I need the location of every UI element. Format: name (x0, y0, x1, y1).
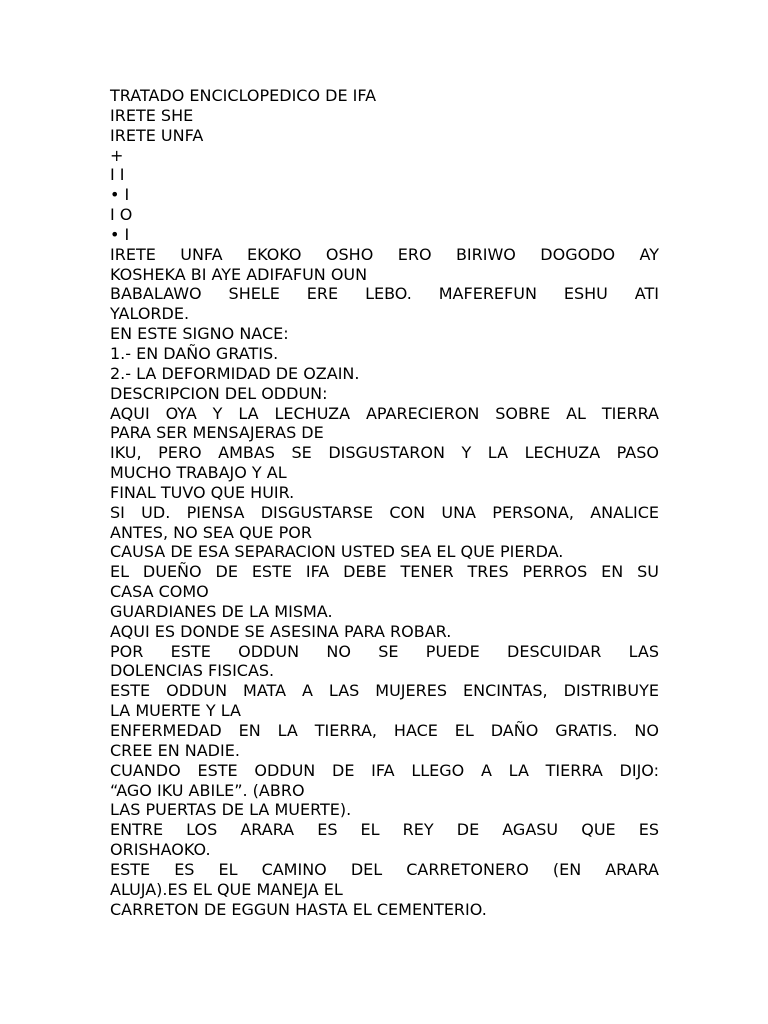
text-line: POR ESTE ODDUN NO SE PUEDE DESCUIDAR LAS (110, 641, 659, 661)
text-line: YALORDE. (110, 304, 190, 324)
text-line: 2.- LA DEFORMIDAD DE OZAIN. (110, 363, 360, 383)
text-line: DESCRIPCION DEL ODDUN: (110, 383, 328, 403)
text-line: CARRETON DE EGGUN HASTA EL CEMENTERIO. (110, 899, 487, 919)
text-line: IRETE UNFA EKOKO OSHO ERO BIRIWO DOGODO AY (110, 244, 659, 264)
text-line: 1.- EN DAÑO GRATIS. (110, 343, 279, 363)
text-line: “AGO IKU ABILE”. (ABRO (110, 780, 305, 800)
text-line: + (110, 145, 124, 165)
text-line: I I (110, 165, 125, 185)
text-line: KOSHEKA BI AYE ADIFAFUN OUN (110, 264, 368, 284)
text-line: SI UD. PIENSA DISGUSTARSE CON UNA PERSONA, ANALICE (110, 502, 659, 522)
text-line: IRETE UNFA (110, 125, 204, 145)
text-line: BABALAWO SHELE ERE LEBO. MAFEREFUN ESHU ATI (110, 284, 659, 304)
text-line: CUANDO ESTE ODDUN DE IFA LLEGO A LA TIERRA DIJO: (110, 760, 659, 780)
text-line: ENFERMEDAD EN LA TIERRA, HACE EL DAÑO GRATIS. NO (110, 721, 659, 740)
text-line: MUCHO TRABAJO Y AL (110, 463, 287, 483)
text-line: LA MUERTE Y LA (110, 701, 241, 721)
text-line: LAS PUERTAS DE LA MUERTE). (110, 800, 352, 820)
text-line: CASA COMO (110, 582, 209, 602)
text-line: I O (110, 205, 133, 225)
text-line: IRETE SHE (110, 105, 194, 125)
text-line: AQUI OYA Y LA LECHUZA APARECIERON SOBRE AL TIERRA (110, 403, 659, 423)
text-line: TRATADO ENCICLOPEDICO DE IFA (110, 86, 377, 105)
text-line: DOLENCIAS FISICAS. (110, 661, 275, 681)
text-line: IKU, PERO AMBAS SE DISGUSTARON Y LA LECHUZA PASO (110, 443, 659, 463)
text-line: GUARDIANES DE LA MISMA. (110, 601, 333, 621)
text-line: ALUJA).ES EL QUE MANEJA EL (110, 879, 343, 899)
text-line: PARA SER MENSAJERAS DE (110, 423, 324, 443)
text-line: CREE EN NADIE. (110, 740, 240, 760)
text-line: ESTE ODDUN MATA A LAS MUJERES ENCINTAS, DISTRIBUYE (110, 681, 659, 701)
text-line: ORISHAOKO. (110, 840, 211, 860)
text-line: FINAL TUVO QUE HUIR. (110, 482, 295, 502)
text-line: • I (110, 224, 130, 244)
text-line: EL DUEÑO DE ESTE IFA DEBE TENER TRES PERROS EN SU (110, 562, 659, 582)
text-line: ENTRE LOS ARARA ES EL REY DE AGASU QUE ES (110, 820, 659, 840)
text-line: ANTES, NO SEA QUE POR (110, 522, 312, 542)
text-line: EN ESTE SIGNO NACE: (110, 324, 289, 344)
text-line: • I (110, 185, 130, 205)
text-line: ESTE ES EL CAMINO DEL CARRETONERO (EN ARARA (110, 859, 659, 879)
text-line: CAUSA DE ESA SEPARACION USTED SEA EL QUE PIERDA. (110, 542, 564, 562)
document-page (110, 86, 659, 919)
text-line: AQUI ES DONDE SE ASESINA PARA ROBAR. (110, 621, 452, 641)
